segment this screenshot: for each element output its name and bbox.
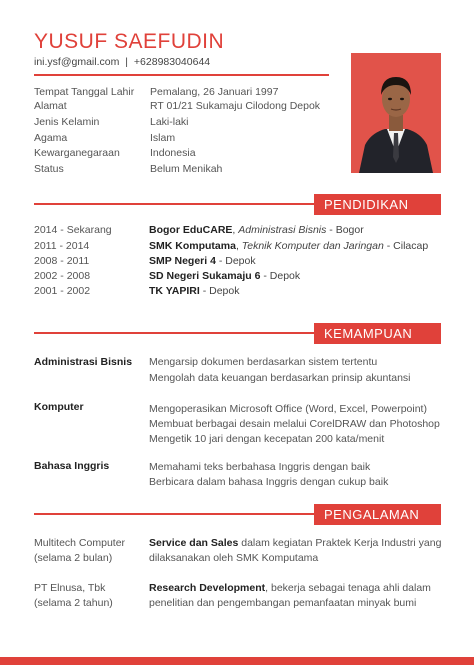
education-place: - Cilacap — [383, 240, 429, 252]
skill-line: Mengarsip dokumen berdasarkan sistem tertentu — [149, 356, 378, 368]
education-sep: , — [232, 224, 239, 236]
info-label: Agama — [34, 132, 68, 144]
header-divider — [34, 74, 329, 76]
contact-line — [34, 56, 210, 68]
experience-role: Research Development — [149, 582, 266, 594]
person-portrait-icon — [351, 53, 441, 173]
info-value: Islam — [150, 132, 176, 144]
contact-separator: | — [125, 56, 128, 68]
experience-desc-line — [149, 537, 441, 549]
education-place: - Depok — [199, 285, 240, 297]
experience-desc: , bekerja sebagai tenaga ahli dalam — [265, 582, 431, 594]
education-year: 2011 - 2014 — [34, 240, 90, 252]
skill-line: Mengolah data keuangan berdasarkan prinsip akuntansi — [149, 372, 411, 384]
education-school: TK YAPIRI — [149, 285, 200, 297]
info-label: Status — [34, 163, 64, 175]
education-sep: , — [235, 240, 242, 252]
education-place: - Depok — [215, 255, 256, 267]
profile-photo — [351, 53, 441, 173]
info-value: Pemalang, 26 Januari 1997 — [150, 86, 279, 98]
education-row — [34, 240, 428, 252]
experience-desc-line: penelitian dan pengembangan pemanfaatan minyak bumi — [149, 597, 417, 609]
experience-desc-line — [149, 582, 431, 594]
education-place: - Bogor — [326, 224, 364, 236]
experience-duration: (selama 2 tahun) — [34, 597, 113, 609]
experience-company: PT Elnusa, Tbk — [34, 582, 106, 594]
skill-line: Mengoperasikan Microsoft Office (Word, Excel, Powerpoint) — [149, 403, 427, 415]
bottom-accent-bar — [0, 657, 474, 665]
education-school: SD Negeri Sukamaju 6 — [149, 270, 261, 282]
info-label: Jenis Kelamin — [34, 116, 100, 128]
education-row — [34, 224, 364, 236]
experience-desc: dalam kegiatan Praktek Kerja Industri yang — [238, 537, 442, 549]
email-text: ini.ysf@gmail.com — [34, 56, 120, 68]
education-major: Teknik Komputer dan Jaringan — [241, 240, 384, 252]
experience-desc-line: dilaksanakan oleh SMK Komputama — [149, 552, 319, 564]
education-school: SMK Komputama — [149, 240, 236, 252]
info-value: Belum Menikah — [150, 163, 223, 175]
education-school: SMP Negeri 4 — [149, 255, 216, 267]
experience-divider — [34, 513, 314, 515]
info-row-gender — [34, 116, 189, 128]
skill-group-title: Administrasi Bisnis — [34, 356, 133, 368]
education-row — [34, 255, 256, 267]
skill-line: Mengetik 10 jari dengan kecepatan 200 kata/menit — [149, 433, 385, 445]
skill-line: Berbicara dalam bahasa Inggris dengan cukup baik — [149, 476, 389, 488]
education-major: Administrasi Bisnis — [238, 224, 327, 236]
skill-line: Memahami teks berbahasa Inggris dengan baik — [149, 461, 371, 473]
education-row — [34, 270, 300, 282]
info-label: Alamat — [34, 100, 67, 112]
education-year: 2008 - 2011 — [34, 255, 90, 267]
info-value: RT 01/21 Sukamaju Cilodong Depok — [150, 100, 321, 112]
info-row-nationality — [34, 147, 196, 159]
info-value: Indonesia — [150, 147, 196, 159]
info-row-address — [34, 100, 320, 112]
skills-divider — [34, 332, 314, 334]
education-divider — [34, 203, 314, 205]
education-year: 2001 - 2002 — [34, 285, 91, 297]
experience-duration: (selama 2 bulan) — [34, 552, 113, 564]
education-heading: PENDIDIKAN — [314, 194, 441, 215]
experience-heading: PENGALAMAN — [314, 504, 441, 525]
info-row-birth — [34, 86, 278, 98]
info-row-religion — [34, 132, 175, 144]
education-year: 2014 - Sekarang — [34, 224, 112, 236]
phone-text: +628983040644 — [133, 56, 211, 68]
info-row-status — [34, 163, 222, 175]
skill-group-title: Komputer — [34, 401, 84, 413]
skill-group-title: Bahasa Inggris — [34, 460, 110, 472]
education-school: Bogor EduCARE — [149, 224, 233, 236]
skill-line: Membuat berbagai desain melalui CorelDRAW dan Photoshop — [149, 418, 440, 430]
education-place: - Depok — [260, 270, 301, 282]
info-label: Tempat Tanggal Lahir — [34, 86, 135, 98]
education-year: 2002 - 2008 — [34, 270, 91, 282]
info-value: Laki-laki — [150, 116, 189, 128]
info-label: Kewarganegaraan — [34, 147, 120, 159]
skills-heading: KEMAMPUAN — [314, 323, 441, 344]
resume-name: YUSUF SAEFUDIN — [34, 30, 225, 53]
experience-role: Service dan Sales — [149, 537, 239, 549]
experience-company: Multitech Computer — [34, 537, 126, 549]
education-row — [34, 285, 239, 297]
